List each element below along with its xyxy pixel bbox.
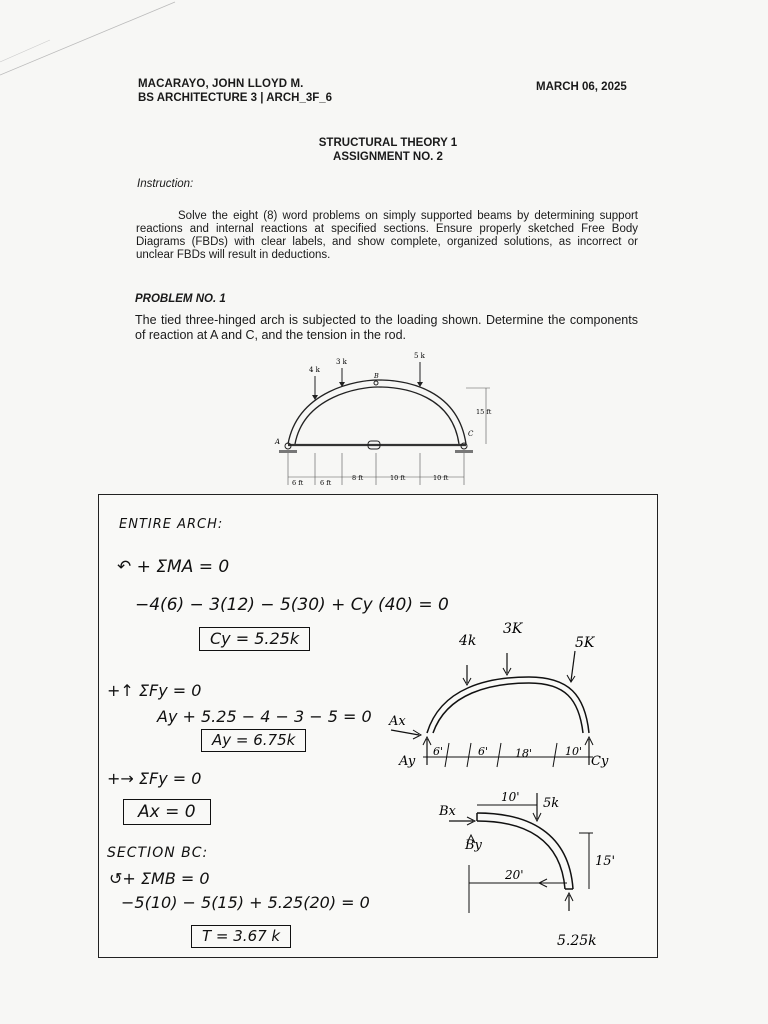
arch-figure	[268, 350, 500, 490]
entire-arch-heading: ENTIRE ARCH:	[119, 517, 224, 532]
fbd-bx-label: Bx	[439, 804, 456, 819]
fbd-load-5k: 5K	[575, 635, 595, 651]
instruction-text: Solve the eight (8) word problems on simply supported beams by determining support reactions and internal reactions at specified sections. Ensure properly sketched Free Body Diagrams (FBDs) with clear labels, and show complete, organized solutions, as incorrect or unclear FBDs will result in deductions.	[136, 210, 638, 261]
solution-box	[98, 494, 658, 958]
point-c: C	[468, 430, 474, 438]
fbd-section-reaction: 5.25k	[557, 933, 597, 949]
fbd-span-2: 6'	[478, 745, 489, 758]
fbd-by-label: By	[465, 838, 482, 853]
fbd-span-top: 10'	[501, 790, 520, 804]
span-4: 10 ft	[390, 474, 406, 482]
moment-a-expression: −4(6) − 3(12) − 5(30) + Cy (40) = 0	[135, 595, 449, 615]
fbd-span-3: 18'	[515, 747, 533, 760]
subject-title: STRUCTURAL THEORY 1	[318, 137, 458, 149]
fbd-span-bottom: 20'	[505, 868, 524, 882]
ay-result: Ay = 6.75k	[201, 729, 306, 752]
sum-fy-equation: +↑ ΣFy = 0	[107, 681, 202, 700]
fbd-cy-label: Cy	[591, 754, 609, 769]
ax-result: Ax = 0	[123, 799, 211, 825]
fbd-height: 15'	[595, 854, 616, 869]
cy-result: Cy = 5.25k	[199, 627, 310, 651]
submission-date: MARCH 06, 2025	[536, 81, 627, 93]
fbd-section-bc	[429, 785, 619, 955]
moment-b-equation: ↺+ ΣMB = 0	[109, 869, 210, 888]
student-name: MACARAYO, JOHN LLOYD M.	[138, 78, 304, 90]
span-5: 10 ft	[433, 474, 449, 482]
fbd-load-3k: 3K	[503, 621, 523, 637]
page-fold-lines	[0, 0, 768, 120]
moment-a-equation: ↶ + ΣMA = 0	[117, 557, 230, 577]
span-2: 6 ft	[320, 479, 332, 487]
assignment-title: ASSIGNMENT NO. 2	[333, 151, 443, 163]
moment-b-expression: −5(10) − 5(15) + 5.25(20) = 0	[121, 893, 370, 912]
span-3: 8 ft	[352, 474, 364, 482]
section-bc-heading: SECTION BC:	[107, 845, 209, 861]
fbd-ax-label: Ax	[389, 714, 406, 729]
fy-expression: Ay + 5.25 − 4 − 3 − 5 = 0	[157, 707, 372, 726]
problem-label: PROBLEM NO. 1	[135, 293, 226, 305]
fbd-span-4: 10'	[565, 745, 583, 758]
instruction-label: Instruction:	[137, 178, 194, 190]
tension-result: T = 3.67 k	[191, 925, 291, 948]
load-label-3k: 3 k	[336, 358, 347, 366]
point-b: B	[374, 372, 379, 380]
fbd-ay-label: Ay	[399, 754, 416, 769]
fbd-entire-arch	[379, 615, 649, 785]
course-section: BS ARCHITECTURE 3 | ARCH_3F_6	[138, 92, 333, 104]
sum-fx-equation: +→ ΣFy = 0	[107, 769, 202, 788]
span-1: 6 ft	[292, 479, 304, 487]
load-label-5k: 5 k	[414, 352, 425, 360]
fbd-load-4k: 4k	[459, 633, 477, 649]
height-dimension: 15 ft	[476, 408, 492, 416]
fbd-section-load: 5k	[543, 796, 560, 811]
fbd-span-1: 6'	[433, 745, 444, 758]
load-label-4k: 4 k	[309, 366, 320, 374]
point-a: A	[275, 438, 281, 446]
problem-text: The tied three-hinged arch is subjected to the loading shown. Determine the components of reaction at A and C, and the tension in the rod.	[135, 313, 638, 342]
